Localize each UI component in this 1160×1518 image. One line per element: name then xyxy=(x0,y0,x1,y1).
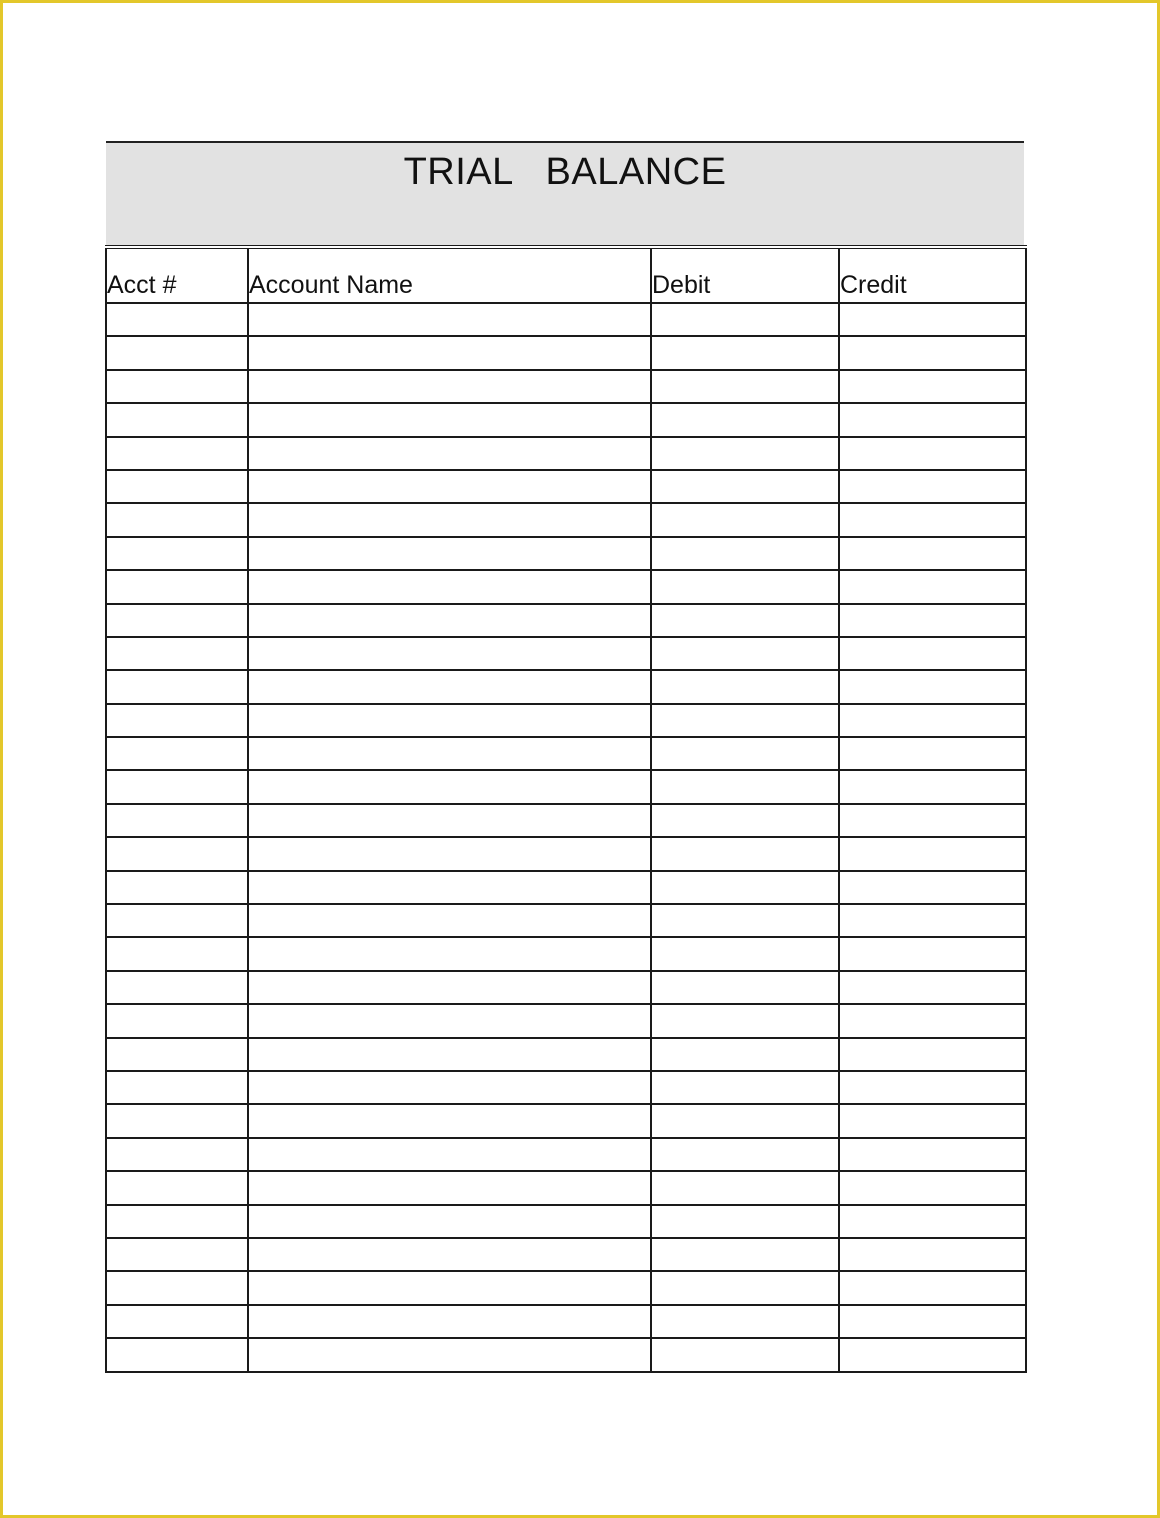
account-name-cell xyxy=(248,370,651,403)
account-name-cell xyxy=(248,837,651,870)
acct-cell xyxy=(106,1038,248,1071)
debit-cell xyxy=(651,1071,839,1104)
table-row xyxy=(106,370,1026,403)
account-name-cell xyxy=(248,871,651,904)
acct-cell xyxy=(106,670,248,703)
account-name-cell xyxy=(248,503,651,536)
credit-cell xyxy=(839,737,1026,770)
credit-cell xyxy=(839,704,1026,737)
credit-cell xyxy=(839,1338,1026,1371)
acct-cell xyxy=(106,604,248,637)
debit-cell xyxy=(651,737,839,770)
acct-cell xyxy=(106,370,248,403)
debit-cell xyxy=(651,1138,839,1171)
table-row xyxy=(106,770,1026,803)
credit-cell xyxy=(839,604,1026,637)
debit-cell xyxy=(651,403,839,436)
credit-cell xyxy=(839,437,1026,470)
account-name-cell xyxy=(248,937,651,970)
account-name-cell xyxy=(248,637,651,670)
account-name-cell xyxy=(248,570,651,603)
debit-cell xyxy=(651,470,839,503)
debit-cell xyxy=(651,1271,839,1304)
account-name-cell xyxy=(248,1271,651,1304)
table-row xyxy=(106,837,1026,870)
acct-cell xyxy=(106,837,248,870)
debit-cell xyxy=(651,1305,839,1338)
debit-cell xyxy=(651,437,839,470)
table-row xyxy=(106,1305,1026,1338)
account-name-cell xyxy=(248,1338,651,1371)
credit-cell xyxy=(839,770,1026,803)
table-row xyxy=(106,303,1026,336)
acct-cell xyxy=(106,937,248,970)
acct-cell xyxy=(106,303,248,336)
credit-cell xyxy=(839,336,1026,369)
credit-cell xyxy=(839,537,1026,570)
ledger-body xyxy=(106,303,1026,1372)
table-row xyxy=(106,670,1026,703)
acct-cell xyxy=(106,704,248,737)
acct-cell xyxy=(106,1305,248,1338)
credit-cell xyxy=(839,370,1026,403)
acct-cell xyxy=(106,904,248,937)
acct-cell xyxy=(106,1071,248,1104)
account-name-cell xyxy=(248,971,651,1004)
account-name-cell xyxy=(248,1071,651,1104)
table-row xyxy=(106,1138,1026,1171)
debit-cell xyxy=(651,1171,839,1204)
credit-cell xyxy=(839,1138,1026,1171)
credit-cell xyxy=(839,971,1026,1004)
table-row xyxy=(106,437,1026,470)
debit-cell xyxy=(651,503,839,536)
credit-cell xyxy=(839,1071,1026,1104)
credit-cell xyxy=(839,503,1026,536)
acct-cell xyxy=(106,871,248,904)
credit-cell xyxy=(839,403,1026,436)
debit-cell xyxy=(651,837,839,870)
table-row xyxy=(106,1205,1026,1238)
debit-cell xyxy=(651,336,839,369)
acct-cell xyxy=(106,971,248,1004)
credit-cell xyxy=(839,303,1026,336)
table-row xyxy=(106,937,1026,970)
debit-cell xyxy=(651,1205,839,1238)
column-header-acct: Acct # xyxy=(106,247,248,303)
acct-cell xyxy=(106,570,248,603)
acct-cell xyxy=(106,770,248,803)
table-row xyxy=(106,503,1026,536)
account-name-cell xyxy=(248,470,651,503)
debit-cell xyxy=(651,537,839,570)
credit-cell xyxy=(839,1038,1026,1071)
acct-cell xyxy=(106,503,248,536)
account-name-cell xyxy=(248,1171,651,1204)
table-row xyxy=(106,1271,1026,1304)
credit-cell xyxy=(839,470,1026,503)
table-row xyxy=(106,1038,1026,1071)
table-row xyxy=(106,637,1026,670)
account-name-cell xyxy=(248,604,651,637)
acct-cell xyxy=(106,804,248,837)
acct-cell xyxy=(106,1104,248,1137)
debit-cell xyxy=(651,804,839,837)
account-name-cell xyxy=(248,1138,651,1171)
debit-cell xyxy=(651,1104,839,1137)
acct-cell xyxy=(106,470,248,503)
table-row xyxy=(106,537,1026,570)
debit-cell xyxy=(651,904,839,937)
acct-cell xyxy=(106,1004,248,1037)
acct-cell xyxy=(106,437,248,470)
acct-cell xyxy=(106,1171,248,1204)
debit-cell xyxy=(651,1338,839,1371)
table-row xyxy=(106,704,1026,737)
credit-cell xyxy=(839,570,1026,603)
acct-cell xyxy=(106,1138,248,1171)
acct-cell xyxy=(106,637,248,670)
debit-cell xyxy=(651,604,839,637)
account-name-cell xyxy=(248,403,651,436)
table-row xyxy=(106,336,1026,369)
table-row xyxy=(106,1071,1026,1104)
account-name-cell xyxy=(248,1038,651,1071)
table-row xyxy=(106,570,1026,603)
table-row xyxy=(106,470,1026,503)
credit-cell xyxy=(839,1171,1026,1204)
credit-cell xyxy=(839,837,1026,870)
debit-cell xyxy=(651,937,839,970)
credit-cell xyxy=(839,1305,1026,1338)
debit-cell xyxy=(651,370,839,403)
credit-cell xyxy=(839,1271,1026,1304)
debit-cell xyxy=(651,1004,839,1037)
acct-cell xyxy=(106,403,248,436)
debit-cell xyxy=(651,770,839,803)
debit-cell xyxy=(651,971,839,1004)
account-name-cell xyxy=(248,303,651,336)
account-name-cell xyxy=(248,1305,651,1338)
page-title: TRIAL BALANCE xyxy=(403,151,727,193)
account-name-cell xyxy=(248,537,651,570)
account-name-cell xyxy=(248,704,651,737)
table-row xyxy=(106,1004,1026,1037)
credit-cell xyxy=(839,1004,1026,1037)
account-name-cell xyxy=(248,670,651,703)
column-header-credit: Credit xyxy=(839,247,1026,303)
title-band xyxy=(106,141,1024,245)
table-row xyxy=(106,737,1026,770)
acct-cell xyxy=(106,537,248,570)
table-row xyxy=(106,403,1026,436)
debit-cell xyxy=(651,570,839,603)
credit-cell xyxy=(839,937,1026,970)
column-header-debit: Debit xyxy=(651,247,839,303)
acct-cell xyxy=(106,1205,248,1238)
table-row xyxy=(106,904,1026,937)
acct-cell xyxy=(106,1271,248,1304)
table-row xyxy=(106,1338,1026,1371)
credit-cell xyxy=(839,1104,1026,1137)
table-row xyxy=(106,1238,1026,1271)
debit-cell xyxy=(651,637,839,670)
account-name-cell xyxy=(248,1205,651,1238)
account-name-cell xyxy=(248,737,651,770)
table-row xyxy=(106,1104,1026,1137)
table-row xyxy=(106,604,1026,637)
table-row xyxy=(106,1171,1026,1204)
acct-cell xyxy=(106,1338,248,1371)
acct-cell xyxy=(106,737,248,770)
column-header-account-name: Account Name xyxy=(248,247,651,303)
account-name-cell xyxy=(248,904,651,937)
header-row xyxy=(106,247,1026,303)
acct-cell xyxy=(106,1238,248,1271)
debit-cell xyxy=(651,670,839,703)
acct-cell xyxy=(106,336,248,369)
credit-cell xyxy=(839,904,1026,937)
account-name-cell xyxy=(248,770,651,803)
table-row xyxy=(106,971,1026,1004)
table-row xyxy=(106,871,1026,904)
credit-cell xyxy=(839,637,1026,670)
account-name-cell xyxy=(248,1238,651,1271)
credit-cell xyxy=(839,871,1026,904)
credit-cell xyxy=(839,1238,1026,1271)
account-name-cell xyxy=(248,1004,651,1037)
debit-cell xyxy=(651,871,839,904)
account-name-cell xyxy=(248,1104,651,1137)
debit-cell xyxy=(651,303,839,336)
debit-cell xyxy=(651,1238,839,1271)
debit-cell xyxy=(651,704,839,737)
account-name-cell xyxy=(248,437,651,470)
account-name-cell xyxy=(248,336,651,369)
table-row xyxy=(106,804,1026,837)
debit-cell xyxy=(651,1038,839,1071)
credit-cell xyxy=(839,804,1026,837)
trial-balance-table xyxy=(105,245,1027,1373)
credit-cell xyxy=(839,1205,1026,1238)
account-name-cell xyxy=(248,804,651,837)
credit-cell xyxy=(839,670,1026,703)
